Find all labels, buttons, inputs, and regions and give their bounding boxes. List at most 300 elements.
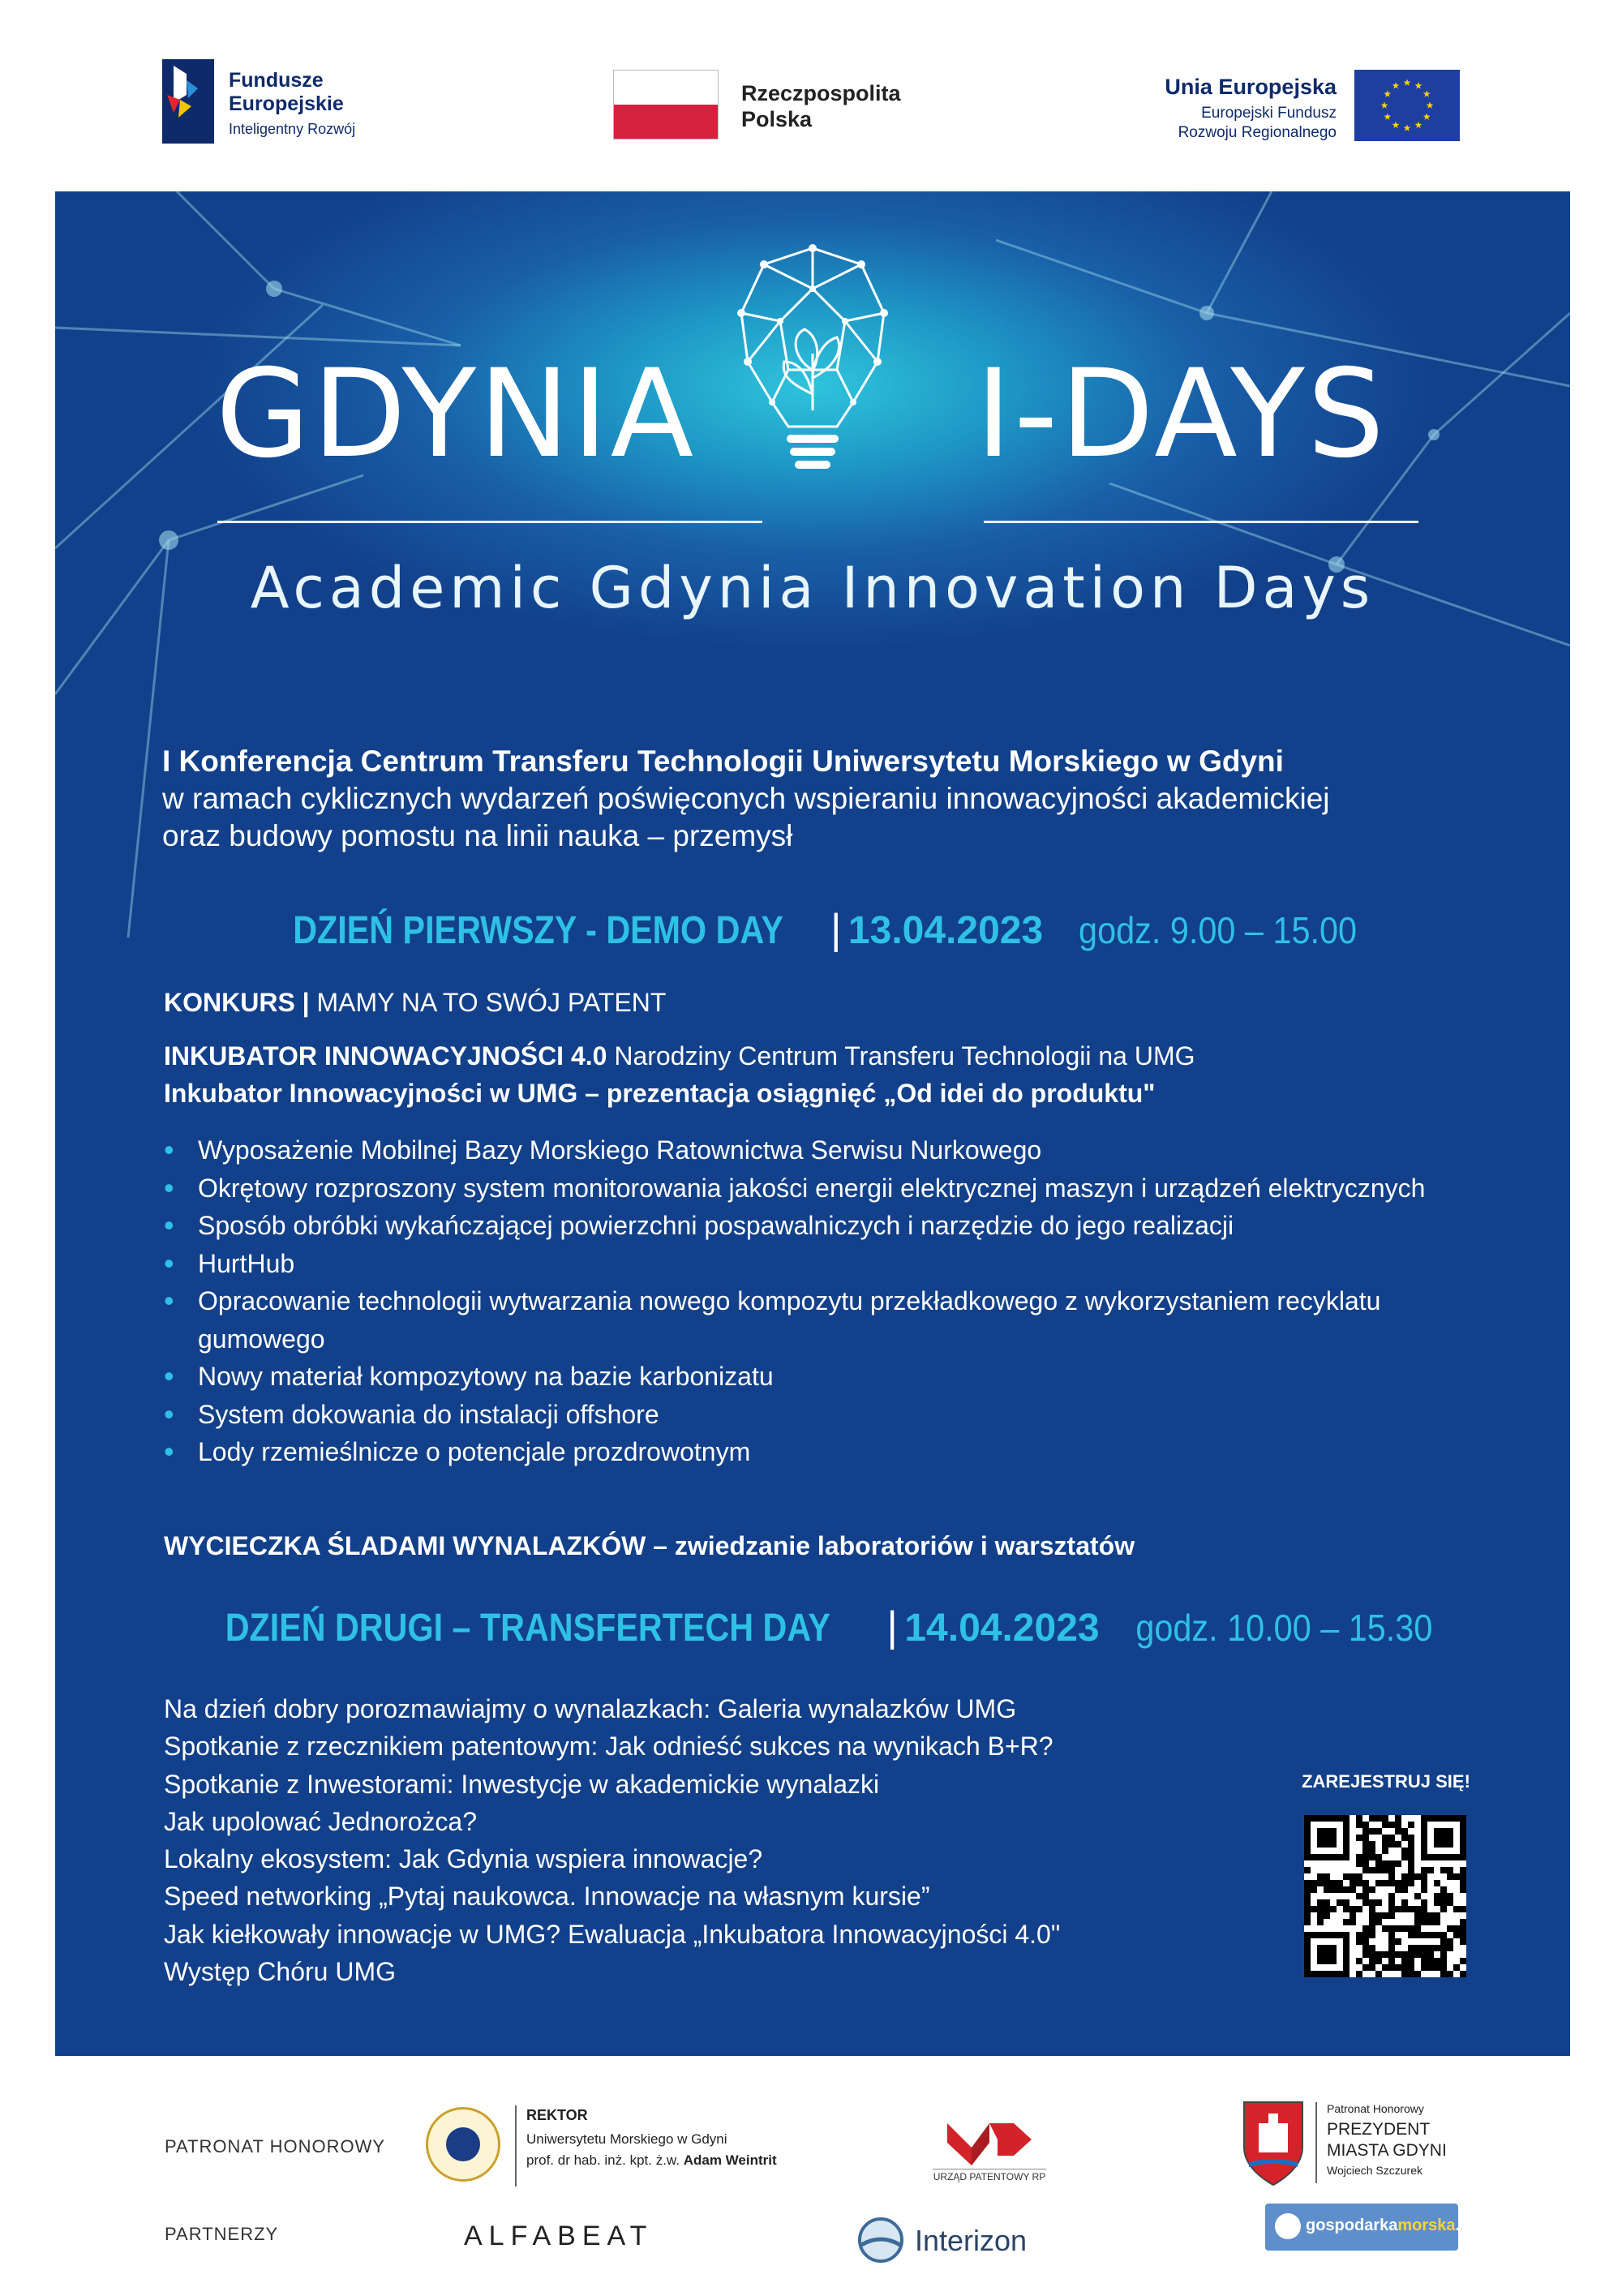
qr-module — [1375, 1958, 1382, 1964]
qr-module — [1395, 1886, 1401, 1893]
qr-module — [1408, 1835, 1414, 1841]
qr-module — [1382, 1925, 1388, 1932]
qr-module — [1369, 1925, 1375, 1932]
fe-line1: Fundusze — [229, 69, 324, 92]
qr-module — [1408, 1854, 1414, 1860]
qr-module — [1356, 1873, 1362, 1880]
qr-module — [1401, 1835, 1408, 1841]
qr-module — [1382, 1822, 1388, 1828]
inkubator-label: INKUBATOR INNOWACYJNOŚCI 4.0 — [164, 1041, 607, 1071]
list-item: • Sposób obróbki wykańczającej powierzchni pospawalniczych i narzędzie do jego realizacji — [164, 1207, 1461, 1245]
qr-module — [1453, 1873, 1460, 1880]
eu-line3: Rozwoju Regionalnego — [1178, 124, 1337, 141]
qr-module — [1375, 1880, 1382, 1886]
hero-rule-right — [984, 521, 1418, 523]
eu-line2: Europejski Fundusz — [1201, 105, 1337, 122]
qr-module — [1324, 1873, 1330, 1880]
qr-module — [1356, 1860, 1362, 1867]
konkurs-row — [164, 986, 666, 1019]
qr-module — [1414, 1893, 1421, 1899]
qr-module — [1330, 1886, 1337, 1893]
qr-module — [1369, 1932, 1375, 1938]
qr-finder — [1317, 1945, 1337, 1964]
qr-module — [1401, 1899, 1408, 1906]
qr-module — [1427, 1951, 1434, 1958]
rp-line1: Rzeczpospolita — [741, 81, 901, 105]
qr-module — [1388, 1873, 1395, 1880]
day1-sep: | — [830, 906, 842, 953]
qr-module — [1362, 1828, 1369, 1835]
qr-module — [1401, 1848, 1408, 1854]
qr-module — [1388, 1860, 1395, 1867]
fe-star-icon — [162, 59, 214, 144]
qr-module — [1362, 1854, 1369, 1860]
qr-module — [1395, 1964, 1401, 1971]
qr-module — [1395, 1925, 1401, 1932]
qr-module — [1369, 1912, 1375, 1919]
konkurs-sep: | — [302, 988, 310, 1017]
title-gdynia: GDYNIA — [216, 344, 697, 485]
qr-module — [1440, 1893, 1447, 1899]
qr-module — [1356, 1822, 1362, 1828]
qr-module — [1453, 1932, 1460, 1938]
list-item: • Lody rzemieślnicze o potencjale prozdrowotnym — [164, 1433, 1461, 1471]
qr-module — [1304, 1899, 1311, 1906]
qr-module — [1337, 1899, 1343, 1906]
qr-module — [1375, 1815, 1382, 1822]
list-item: • Wyposażenie Mobilnej Bazy Morskiego Ratownictwa Serwisu Nurkowego — [164, 1131, 1461, 1169]
qr-module — [1460, 1971, 1466, 1977]
qr-module — [1408, 1867, 1414, 1873]
qr-module — [1414, 1951, 1421, 1958]
qr-module — [1421, 1899, 1427, 1906]
qr-module — [1317, 1912, 1324, 1919]
qr-module — [1401, 1828, 1408, 1835]
qr-module — [1460, 1938, 1466, 1945]
qr-module — [1395, 1841, 1401, 1848]
qr-module — [1408, 1945, 1414, 1951]
day2-hours: godz. 10.00 – 15.30 — [1135, 1607, 1433, 1649]
urzad-patentowy-logo — [933, 2115, 1046, 2188]
qr-module — [1427, 1867, 1434, 1873]
qr-module — [1369, 1945, 1375, 1951]
qr-module — [1362, 1886, 1369, 1893]
qr-module — [1362, 1945, 1369, 1951]
interizon-text: Interizon — [915, 2224, 1028, 2257]
qr-module — [1324, 1886, 1330, 1893]
gdynia-line3: MIASTA GDYNI — [1327, 2141, 1447, 2160]
qr-module — [1369, 1854, 1375, 1860]
qr-module — [1356, 1932, 1362, 1938]
qr-module — [1388, 1841, 1395, 1848]
qr-module — [1421, 1906, 1427, 1912]
day1-date: 13.04.2023 — [847, 909, 1044, 952]
divider — [515, 2105, 517, 2187]
rzeczpospolita-polska-logo — [613, 70, 938, 143]
gosp-b: morska — [1397, 2217, 1456, 2234]
qr-module — [1388, 1925, 1395, 1932]
qr-module — [1375, 1899, 1382, 1906]
interizon-globe-icon — [856, 2216, 905, 2264]
qr-module — [1337, 1886, 1343, 1893]
eu-line1: Unia Europejska — [1165, 75, 1337, 99]
qr-module — [1362, 1932, 1369, 1938]
qr-module — [1356, 1938, 1362, 1945]
interizon-logo — [856, 2216, 1043, 2264]
qr-module — [1408, 1880, 1414, 1886]
qr-module — [1414, 1945, 1421, 1951]
qr-module — [1375, 1854, 1382, 1860]
gosp-a: gospodarka — [1306, 2217, 1398, 2234]
qr-module — [1408, 1848, 1414, 1854]
qr-module — [1414, 1971, 1421, 1977]
qr-module — [1375, 1971, 1382, 1977]
qr-module — [1408, 1958, 1414, 1964]
qr-module — [1447, 1925, 1453, 1932]
qr-module — [1324, 1912, 1330, 1919]
qr-module — [1388, 1867, 1395, 1873]
qr-module — [1362, 1860, 1369, 1867]
qr-module — [1434, 1945, 1440, 1951]
gdynia-coat-of-arms-icon — [1241, 2099, 1306, 2188]
qr-module — [1421, 1964, 1427, 1971]
day2-sep: | — [886, 1603, 898, 1650]
qr-finder — [1434, 1828, 1453, 1848]
qr-module — [1356, 1880, 1362, 1886]
projects-list — [164, 1131, 1461, 1471]
qr-module — [1304, 1893, 1311, 1899]
qr-module — [1375, 1860, 1382, 1867]
qr-module — [1414, 1925, 1421, 1932]
list-item: Spotkanie z Inwestorami: Inwestycje w akademickie wynalazki — [164, 1769, 880, 1799]
footer — [0, 2057, 1622, 2296]
qr-module — [1395, 1822, 1401, 1828]
qr-module — [1401, 1854, 1408, 1860]
hero-rule-left — [217, 521, 762, 523]
qr-module — [1369, 1906, 1375, 1912]
fe-line3: Inteligentny Rozwój — [229, 121, 356, 137]
qr-module — [1447, 1893, 1453, 1899]
qr-module — [1343, 1873, 1350, 1880]
list-item: Występ Chóru UMG — [164, 1957, 396, 1987]
divider — [1315, 2102, 1317, 2183]
list-item: • Okrętowy rozproszony system monitorowania jakości energii elektrycznej maszyn i urządzeń elektrycznych — [164, 1169, 1461, 1208]
fe-line2: Europejskie — [229, 92, 344, 115]
day2-agenda — [164, 1690, 1060, 1990]
list-item: • Opracowanie technologii wytwarzania nowego kompozytu przekładkowego z wykorzystaniem recyklatu gumowego — [164, 1282, 1461, 1358]
fundusze-europejskie-logo — [162, 59, 389, 148]
main-panel — [55, 191, 1570, 2056]
qr-module — [1317, 1919, 1324, 1925]
qr-module — [1375, 1951, 1382, 1958]
qr-module — [1369, 1815, 1375, 1822]
qr-module — [1388, 1899, 1395, 1906]
qr-module — [1362, 1964, 1369, 1971]
qr-module — [1317, 1906, 1324, 1912]
qr-module — [1317, 1873, 1324, 1880]
qr-module — [1369, 1841, 1375, 1848]
qr-module — [1304, 1906, 1311, 1912]
qr-module — [1395, 1815, 1401, 1822]
qr-module — [1408, 1822, 1414, 1828]
qr-module — [1408, 1906, 1414, 1912]
qr-module — [1447, 1899, 1453, 1906]
qr-module — [1434, 1958, 1440, 1964]
qr-module — [1343, 1899, 1350, 1906]
list-item: Spotkanie z rzecznikiem patentowym: Jak odnieść sukces na wynikach B+R? — [164, 1732, 1053, 1762]
qr-module — [1388, 1932, 1395, 1938]
qr-module — [1408, 1925, 1414, 1932]
qr-module — [1434, 1964, 1440, 1971]
qr-module — [1447, 1945, 1453, 1951]
qr-module — [1369, 1964, 1375, 1971]
umg-seal-icon — [426, 2107, 500, 2182]
qr-module — [1356, 1906, 1362, 1912]
qr-module — [1447, 1867, 1453, 1873]
qr-module — [1337, 1880, 1343, 1886]
qr-module — [1304, 1867, 1311, 1873]
qr-module — [1460, 1932, 1466, 1938]
qr-module — [1330, 1906, 1337, 1912]
qr-module — [1447, 1873, 1453, 1880]
qr-module — [1375, 1912, 1382, 1919]
qr-module — [1401, 1906, 1408, 1912]
partnerzy-label: PARTNERZY — [165, 2224, 279, 2244]
gospodarka-morska-logo — [1265, 2204, 1474, 2251]
qr-module — [1369, 1828, 1375, 1835]
qr-module — [1395, 1828, 1401, 1835]
qr-module — [1369, 1848, 1375, 1854]
qr-module — [1382, 1841, 1388, 1848]
qr-module — [1395, 1906, 1401, 1912]
list-item: Na dzień dobry porozmawiajmy o wynalazkach: Galeria wynalazków UMG — [164, 1694, 1017, 1723]
qr-module — [1304, 1880, 1311, 1886]
qr-module — [1434, 1912, 1440, 1919]
qr-module — [1382, 1951, 1388, 1958]
rektor-umg-logo — [426, 2102, 777, 2191]
qr-module — [1460, 1867, 1466, 1873]
rektor-name: Adam Weintrit — [683, 2152, 777, 2168]
qr-module — [1414, 1912, 1421, 1919]
qr-module — [1375, 1919, 1382, 1925]
qr-module — [1434, 1919, 1440, 1925]
qr-module — [1343, 1886, 1350, 1893]
qr-module — [1388, 1945, 1395, 1951]
qr-module — [1369, 1958, 1375, 1964]
qr-module — [1421, 1912, 1427, 1919]
qr-module — [1447, 1971, 1453, 1977]
gdynia-line2: PREZYDENT — [1327, 2120, 1431, 2139]
gdynia-line1: Patronat Honorowy — [1327, 2102, 1424, 2115]
qr-module — [1362, 1893, 1369, 1899]
list-item: • Nowy materiał kompozytowy na bazie karbonizatu — [164, 1358, 1461, 1396]
list-item: Speed networking „Pytaj naukowca. Innowacje na własnym kursie” — [164, 1882, 930, 1912]
qr-module — [1414, 1919, 1421, 1925]
qr-module — [1427, 1958, 1434, 1964]
qr-module — [1434, 1893, 1440, 1899]
qr-module — [1382, 1867, 1388, 1873]
list-item: Lokalny ekosystem: Jak Gdynia wspiera innowacje? — [164, 1844, 763, 1874]
upr-emblem-icon — [947, 2115, 1032, 2165]
qr-module — [1440, 1938, 1447, 1945]
qr-module — [1408, 1971, 1414, 1977]
qr-module — [1350, 1873, 1356, 1880]
qr-module — [1343, 1919, 1350, 1925]
prezydent-gdyni-logo — [1241, 2099, 1484, 2196]
qr-module — [1460, 1873, 1466, 1880]
list-item: • System dokowania do instalacji offshore — [164, 1396, 1461, 1434]
qr-module — [1401, 1873, 1408, 1880]
qr-module — [1427, 1912, 1434, 1919]
qr-module — [1440, 1899, 1447, 1906]
qr-finder — [1317, 1828, 1337, 1848]
qr-module — [1440, 1867, 1447, 1873]
qr-module — [1356, 1815, 1362, 1822]
qr-module — [1401, 1964, 1408, 1971]
qr-module — [1369, 1919, 1375, 1925]
qr-module — [1311, 1906, 1317, 1912]
qr-module — [1382, 1860, 1388, 1867]
inkubator-row — [164, 1040, 1195, 1072]
konkurs-text: MAMY NA TO SWÓJ PATENT — [316, 988, 667, 1017]
qr-module — [1382, 1880, 1388, 1886]
qr-module — [1414, 1932, 1421, 1938]
qr-module — [1440, 1951, 1447, 1958]
intro-line2: w ramach cyklicznych wydarzeń poświęconych wspieraniu innowacyjności akademickiej — [162, 782, 1330, 815]
qr-module — [1350, 1912, 1356, 1919]
rektor-line3 — [526, 2152, 777, 2169]
qr-module — [1362, 1867, 1369, 1873]
patronat-label: PATRONAT HONOROWY — [165, 2136, 386, 2157]
qr-module — [1401, 1880, 1408, 1886]
inkubator-line2: Inkubator Innowacyjności w UMG – prezentacja osiągnięć „Od idei do produktu" — [164, 1079, 1156, 1108]
upr-text: URZĄD PATENTOWY RP — [933, 2169, 1046, 2182]
unia-europejska-logo — [1119, 70, 1460, 143]
qr-module — [1408, 1841, 1414, 1848]
alfabeat-logo: ALFABEAT — [464, 2221, 654, 2251]
rektor-line2: Uniwersytetu Morskiego w Gdyni — [526, 2131, 727, 2147]
qr-module — [1408, 1873, 1414, 1880]
qr-module — [1440, 1906, 1447, 1912]
qr-module — [1434, 1932, 1440, 1938]
qr-module — [1388, 1958, 1395, 1964]
qr-module — [1382, 1848, 1388, 1854]
qr-module — [1388, 1912, 1395, 1919]
qr-module — [1414, 1873, 1421, 1880]
qr-module — [1388, 1893, 1395, 1899]
qr-module — [1304, 1919, 1311, 1925]
qr-module — [1395, 1951, 1401, 1958]
qr-module — [1408, 1932, 1414, 1938]
qr-module — [1362, 1848, 1369, 1854]
day1-hours: godz. 9.00 – 15.00 — [1078, 909, 1357, 951]
qr-module — [1460, 1906, 1466, 1912]
day1-name: DZIEŃ PIERWSZY - DEMO DAY — [293, 909, 784, 952]
qr-module — [1440, 1971, 1447, 1977]
qr-module — [1401, 1971, 1408, 1977]
qr-module — [1421, 1932, 1427, 1938]
qr-module — [1356, 1835, 1362, 1841]
qr-module — [1350, 1919, 1356, 1925]
qr-module — [1356, 1893, 1362, 1899]
day2-header — [55, 1603, 1570, 1651]
qr-code-icon[interactable] — [1304, 1815, 1466, 1977]
qr-module — [1395, 1938, 1401, 1945]
qr-module — [1440, 1886, 1447, 1893]
qr-module — [1382, 1835, 1388, 1841]
qr-module — [1447, 1938, 1453, 1945]
qr-module — [1401, 1925, 1408, 1932]
qr-module — [1388, 1835, 1395, 1841]
qr-module — [1362, 1925, 1369, 1932]
qr-module — [1369, 1951, 1375, 1958]
qr-module — [1324, 1899, 1330, 1906]
qr-module — [1421, 1958, 1427, 1964]
qr-module — [1421, 1867, 1427, 1873]
qr-module — [1460, 1925, 1466, 1932]
wycieczka-row: WYCIECZKA ŚLADAMI WYNALAZKÓW – zwiedzanie laboratoriów i warsztatów — [164, 1531, 1135, 1560]
qr-module — [1453, 1925, 1460, 1932]
qr-module — [1434, 1899, 1440, 1906]
day2-name: DZIEŃ DRUGI – TRANSFERTECH DAY — [225, 1607, 831, 1650]
lighthouse-icon — [1275, 2213, 1301, 2239]
qr-module — [1434, 1880, 1440, 1886]
rektor-line3-prefix: prof. dr hab. inż. kpt. ż.w. — [526, 2152, 680, 2168]
qr-module — [1395, 1860, 1401, 1867]
qr-module — [1427, 1945, 1434, 1951]
qr-module — [1362, 1951, 1369, 1958]
qr-module — [1356, 1971, 1362, 1977]
rektor-title: REKTOR — [526, 2107, 588, 2123]
qr-module — [1350, 1880, 1356, 1886]
qr-module — [1388, 1822, 1395, 1828]
qr-module — [1421, 1951, 1427, 1958]
polish-flag-icon — [613, 70, 719, 139]
intro-line1: I Konferencja Centrum Transferu Technologii Uniwersytetu Morskiego w Gdyni — [162, 745, 1284, 778]
intro-line3: oraz budowy pomostu na linii nauka – przemysł — [162, 819, 793, 852]
qr-module — [1350, 1906, 1356, 1912]
list-item: • HurtHub — [164, 1245, 1461, 1283]
qr-module — [1375, 1828, 1382, 1835]
qr-module — [1401, 1951, 1408, 1958]
qr-module — [1421, 1873, 1427, 1880]
qr-module — [1421, 1886, 1427, 1893]
inkubator-text: Narodziny Centrum Transferu Technologii na UMG — [614, 1041, 1195, 1071]
qr-module — [1324, 1906, 1330, 1912]
qr-module — [1401, 1886, 1408, 1893]
list-item: Jak kiełkowały innowacje w UMG? Ewaluacja „Inkubatora Innowacyjności 4.0" — [164, 1919, 1061, 1949]
qr-module — [1453, 1964, 1460, 1971]
lightbulb-leaf-icon — [732, 240, 894, 483]
qr-module — [1460, 1886, 1466, 1893]
qr-module — [1440, 1932, 1447, 1938]
gosp-c: .pl — [1455, 2217, 1474, 2234]
qr-module — [1330, 1880, 1337, 1886]
qr-module — [1350, 1886, 1356, 1893]
qr-module — [1362, 1938, 1369, 1945]
qr-module — [1362, 1880, 1369, 1886]
qr-module — [1427, 1919, 1434, 1925]
qr-module — [1382, 1964, 1388, 1971]
qr-module — [1356, 1958, 1362, 1964]
register-label: ZAREJESTRUJ SIĘ! — [1302, 1771, 1470, 1792]
qr-module — [1421, 1945, 1427, 1951]
rp-line2: Polska — [741, 107, 813, 131]
qr-module — [1362, 1835, 1369, 1841]
gosp-text — [1306, 2217, 1474, 2235]
qr-module — [1427, 1964, 1434, 1971]
qr-module — [1382, 1815, 1388, 1822]
